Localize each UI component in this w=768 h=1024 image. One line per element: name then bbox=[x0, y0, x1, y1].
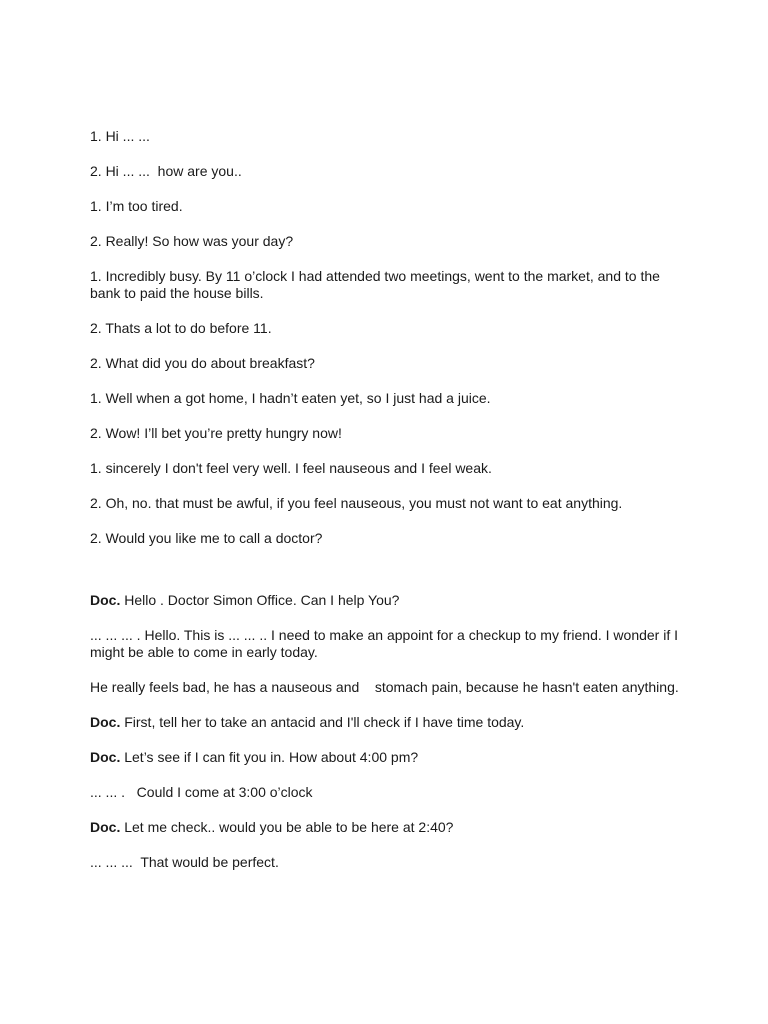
dialogue-line: 2. Oh, no. that must be awful, if you feel nauseous, you must not want to eat anything. bbox=[90, 495, 623, 511]
speaker-label: Doc. bbox=[90, 749, 121, 765]
dialogue-line: 1. Hi ... ... bbox=[90, 128, 150, 144]
dialogue-line bbox=[90, 714, 680, 731]
line-text: First, tell her to take an antacid and I'll check if I have time today. bbox=[120, 714, 525, 730]
dialogue-line: 2. Thats a lot to do before 11. bbox=[90, 320, 272, 336]
dialogue-line bbox=[90, 749, 680, 766]
line-text: Let me check.. would you be able to be here at 2:40? bbox=[120, 819, 454, 835]
dialogue-line: 1. Incredibly busy. By 11 o’clock I had attended two meetings, went to the market, and to the bank to paid the house bills. bbox=[90, 268, 664, 301]
dialogue-line bbox=[90, 784, 680, 801]
dialogue-line bbox=[90, 592, 680, 609]
dialogue-line bbox=[90, 627, 680, 661]
line-text: ... ... ... That would be perfect. bbox=[90, 854, 279, 870]
line-text: Hello . Doctor Simon Office. Can I help You? bbox=[120, 592, 400, 608]
speaker-label: Doc. bbox=[90, 592, 121, 608]
dialogue-one bbox=[90, 128, 680, 547]
dialogue-line: 1. Well when a got home, I hadn’t eaten yet, so I just had a juice. bbox=[90, 390, 491, 406]
speaker-label: Doc. bbox=[90, 819, 121, 835]
speaker-label: Doc. bbox=[90, 714, 121, 730]
dialogue-line: 2. Really! So how was your day? bbox=[90, 233, 294, 249]
dialogue-line: 2. Would you like me to call a doctor? bbox=[90, 530, 323, 546]
line-text: He really feels bad, he has a nauseous and stomach pain, because he hasn't eaten anything. bbox=[90, 679, 679, 695]
dialogue-line: 2. Hi ... ... how are you.. bbox=[90, 163, 242, 179]
dialogue-line: 1. I’m too tired. bbox=[90, 198, 183, 214]
dialogue-two bbox=[90, 592, 680, 871]
dialogue-line bbox=[90, 679, 680, 696]
line-text: ... ... ... . Hello. This is ... ... .. I need to make an appoint for a checkup to my friend. I wonder if I might be able to come in early today. bbox=[90, 627, 682, 660]
dialogue-line: 2. What did you do about breakfast? bbox=[90, 355, 315, 371]
document-body bbox=[90, 128, 680, 871]
line-text: ... ... . Could I come at 3:00 o’clock bbox=[90, 784, 313, 800]
dialogue-line: 2. Wow! I’ll bet you’re pretty hungry now! bbox=[90, 425, 342, 441]
dialogue-line bbox=[90, 819, 680, 836]
dialogue-line: 1. sincerely I don't feel very well. I feel nauseous and I feel weak. bbox=[90, 460, 492, 476]
dialogue-line bbox=[90, 854, 680, 871]
line-text: Let’s see if I can fit you in. How about 4:00 pm? bbox=[120, 749, 419, 765]
